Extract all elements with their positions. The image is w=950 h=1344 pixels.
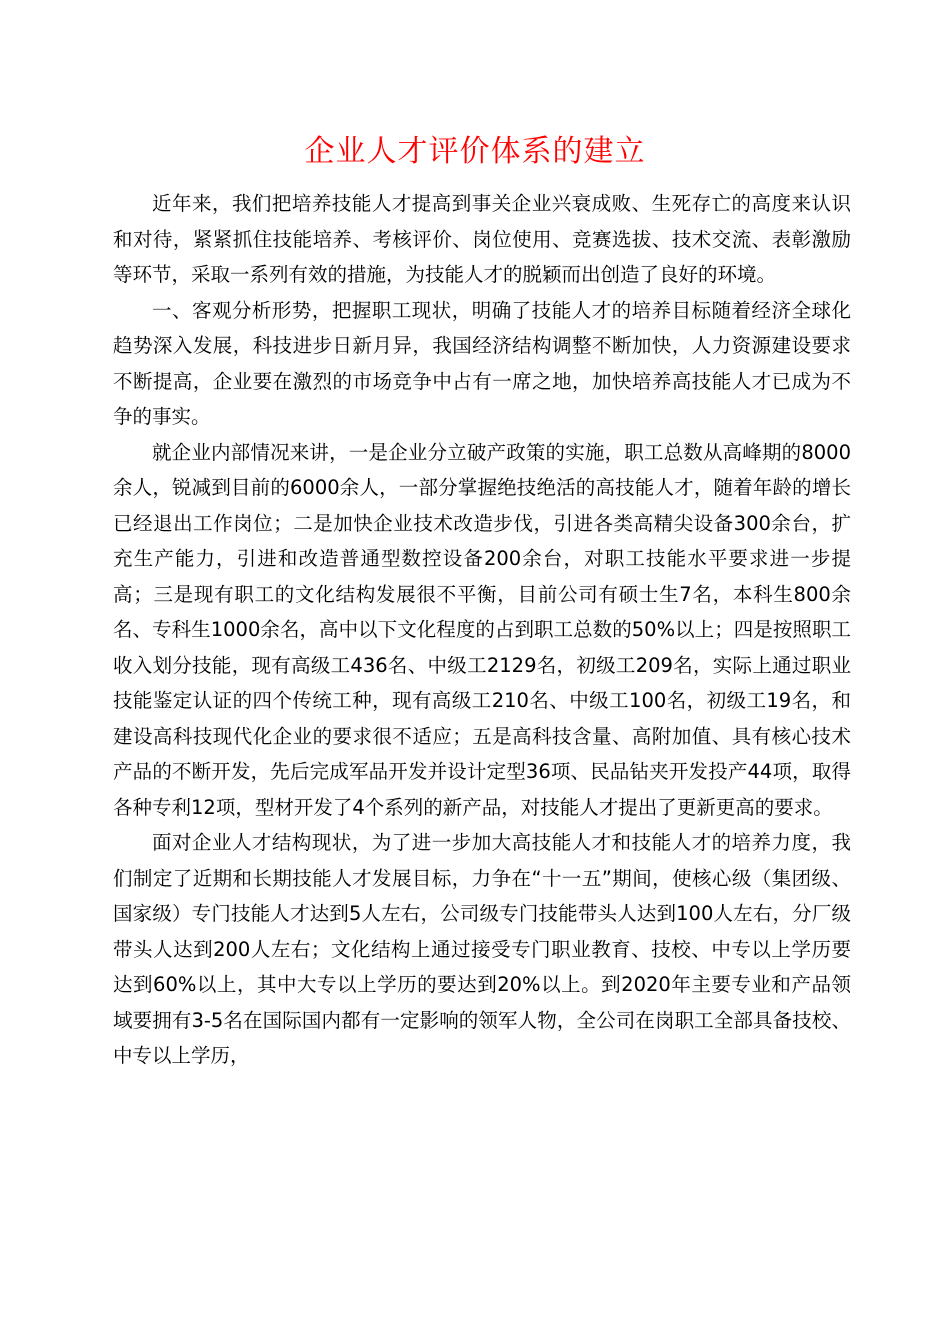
paragraph-internal-situation: 就企业内部情况来讲，一是企业分立破产政策的实施，职工总数从高峰期的8000余人，锐减到目前的6000余人，一部分掌握绝技绝活的高技能人才，随着年龄的增长已经退出工作岗位；二是加快企业技术改造步伐，引进各类高精尖设备300余台，扩充生产能力，引进和改造普通型数控设备200余台，对职工技能水平要求进一步提高；三是现有职工的文化结构发展很不平衡，目前公司有硕士生7名，本科生800余名、专科生1000余名，高中以下文化程度的占到职工总数的50%以上；四是按照职工收入划分技能，现有高级工436名、中级工2129名，初级工209名，实际上通过职业技能鉴定认证的四个传统工种，现有高级工210名、中级工100名，初级工19名，和建设高科技现代化企业的要求很不适应；五是高科技含量、高附加值、具有核心技术产品的不断开发，先后完成军品开发并设计定型36项、民品钻夹开发投产44项，取得各种专利12项，型材开发了4个系列的新产品，对技能人才提出了更新更高的要求。 — [113, 440, 851, 819]
document-body — [113, 186, 851, 1074]
paragraph-intro: 近年来，我们把培养技能人才提高到事关企业兴衰成败、生死存亡的高度来认识和对待，紧紧抓住技能培养、考核评价、岗位使用、竞赛选拔、技术交流、表彰激励等环节，采取一系列有效的措施，为技能人才的脱颖而出创造了良好的环境。 — [113, 192, 851, 286]
paragraph-situation-analysis: 一、客观分析形势，把握职工现状，明确了技能人才的培养目标随着经济全球化趋势深入发展，科技进步日新月异，我国经济结构调整不断加快，人力资源建设要求不断提高，企业要在激烈的市场竞争中占有一席之地，加快培养高技能人才已成为不争的事实。 — [113, 298, 851, 428]
document-title: 企业人才评价体系的建立 — [304, 134, 646, 169]
paragraph-development-goals: 面对企业人才结构现状，为了进一步加大高技能人才和技能人才的培养力度，我们制定了近期和长期技能人才发展目标，力争在“十一五”期间，使核心级（集团级、国家级）专门技能人才达到5人左右，公司级专门技能带头人达到100人左右，分厂级带头人达到200人左右；文化结构上通过接受专门职业教育、技校、中专以上学历要达到60%以上，其中大专以上学历的要达到20%以上。到2020年主要专业和产品领域要拥有3-5名在国际国内都有一定影响的领军人物，全公司在岗职工全部具备技校、中专以上学历， — [113, 831, 851, 1067]
